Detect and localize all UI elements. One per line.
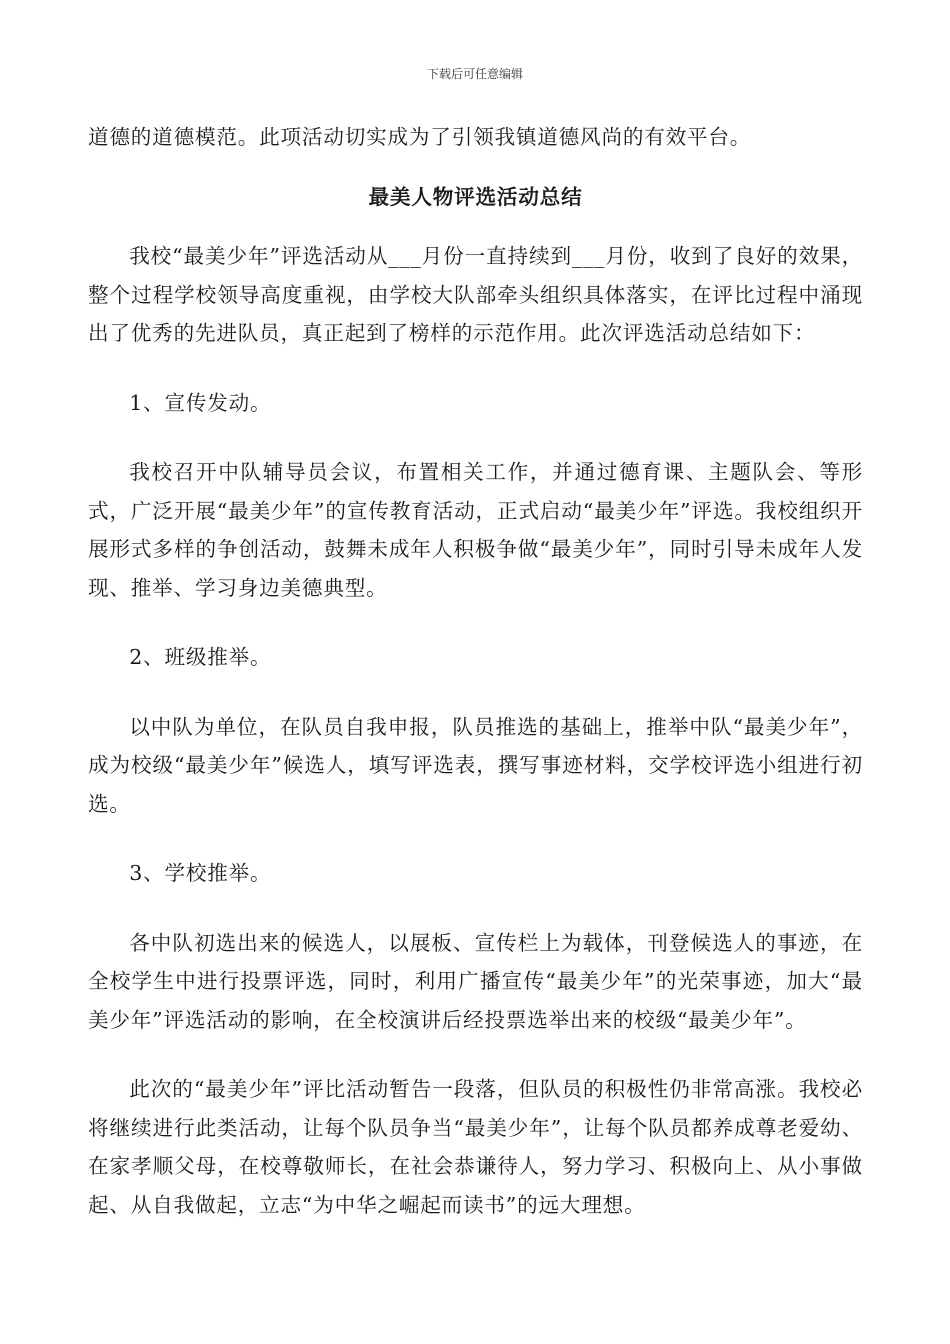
section-heading-1: 1、宣传发动。 — [129, 390, 272, 415]
paragraph-section-3: 各中队初选出来的候选人，以展板、宣传栏上为载体，刊登候选人的事迹，在全校学生中进行投票评选，同时，利用广播宣传“最美少年”的光荣事迹，加大“最美少年”评选活动的影响，在全校演讲后经投票选举出来的校级“最美少年”。 — [88, 930, 863, 1032]
paragraph-conclusion: 此次的“最美少年”评比活动暂告一段落，但队员的积极性仍非常高涨。我校必将继续进行此类活动，让每个队员争当“最美少年”，让每个队员都养成尊老爱幼、在家孝顺父母，在校尊敬师长，在社会恭谦待人，努力学习、积极向上、从小事做起、从自我做起，立志“为中华之崛起而读书”的远大理想。 — [88, 1077, 863, 1217]
section-heading-2: 2、班级推举。 — [129, 645, 272, 669]
page-header-note: 下载后可任意编辑 — [426, 67, 523, 81]
section-heading-3: 3、学校推举。 — [129, 861, 272, 885]
paragraph-intro: 我校“最美少年”评选活动从___月份一直持续到___月份，收到了良好的效果，整个过程学校领导高度重视，由学校大队部牵头组织具体落实，在评比过程中涌现出了优秀的先进队员，真正起到了榜样的示范作用。此次评选活动总结如下： — [88, 244, 863, 345]
lead-paragraph: 道德的道德模范。此项活动切实成为了引领我镇道德风尚的有效平台。 — [88, 125, 752, 149]
document-title: 最美人物评选活动总结 — [368, 184, 583, 209]
paragraph-section-1: 我校召开中队辅导员会议，布置相关工作，并通过德育课、主题队会、等形式，广泛开展“最美少年”的宣传教育活动，正式启动“最美少年”评选。我校组织开展形式多样的争创活动，鼓舞未成年人积极争做“最美少年”，同时引导未成年人发现、推举、学习身边美德典型。 — [88, 460, 863, 600]
document-body — [88, 118, 863, 1224]
paragraph-section-2: 以中队为单位，在队员自我申报，队员推选的基础上，推举中队“最美少年”，成为校级“最美少年”候选人，填写评选表，撰写事迹材料，交学校评选小组进行初选。 — [88, 714, 863, 816]
